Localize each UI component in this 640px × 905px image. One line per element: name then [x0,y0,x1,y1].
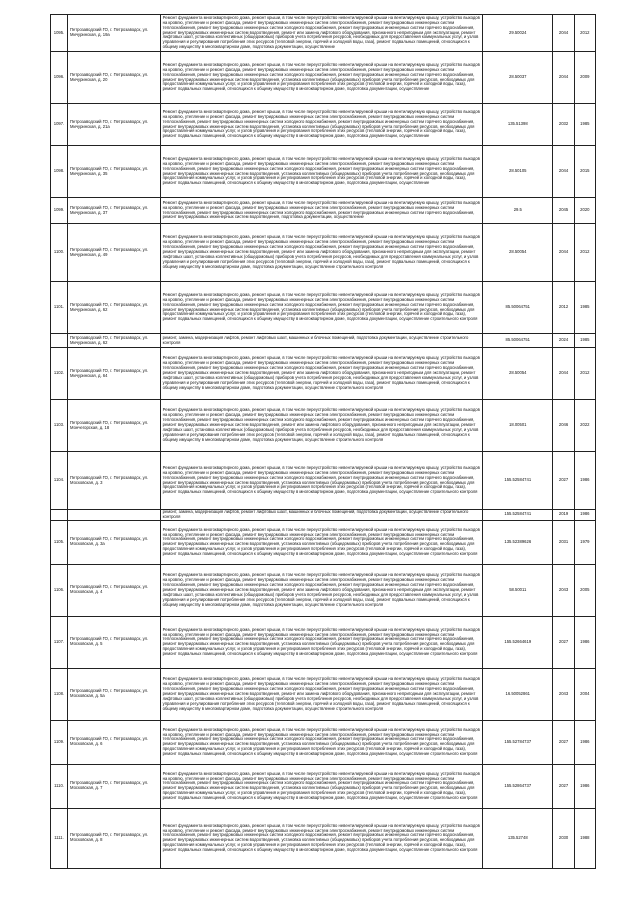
area-value: 155.52784737 [483,720,553,764]
table-row [51,146,596,198]
table-row [51,452,596,510]
area-value: 58.50011 [483,564,553,616]
table-row [51,520,596,564]
row-number: 1104. [51,452,68,510]
build-year: 2005 [574,564,595,616]
build-year: 1986 [574,764,595,808]
planned-year: 2045 [553,198,574,224]
area-value: 155.52664619 [483,616,553,668]
planned-year: 2027 [553,452,574,510]
house-address: Петрозаводский ГО, г. Петрозаводск, ул. Мичуринская, д. 21а [68,104,161,146]
capital-repair-table [50,14,596,869]
area-value: 29.50024 [483,15,553,52]
table-row [51,764,596,808]
area-value: 28.50105 [483,146,553,198]
repair-works: Ремонт фундамента многоквартирного дома, ремонт крыши, в том числе переустройство невентилируемой крыши на вентилируемую крышу, устройство выходов на кровлю, утепление и ремонт фасада, ремонт внутридомовых инженерных систем электроснабжения, ремонт внутридомовых инженерных систем теплоснабжения, ремонт внутридомовых инженерных систем холодного водоснабжения, ремонт внутридомовых инженерных систем горячего водоснабжения, ремонт внутридомовых инженерных систем водоотведения, установка коллективных (общедомовых) приборов учета потребления ресурсов, необходимых для предоставления коммунальных услуг, и узлов управления и регулирования потребления этих ресурсов (тепловой энергии, горячей и холодной воды, газа), ремонт подвальных помещений, относящихся к общему имуществу в многоквартирном доме, подготовка документации, осуществление строительного контроля [160,720,483,764]
planned-year: 2030 [553,808,574,868]
planned-year: 2031 [553,520,574,564]
repair-works: Ремонт фундамента многоквартирного дома, ремонт крыши, в том числе переустройство невентилируемой крыши на вентилируемую крышу, устройство выходов на кровлю, утепление и ремонт фасада, ремонт внутридомовых инженерных систем электроснабжения, ремонт внутридомовых инженерных систем теплоснабжения, ремонт внутридомовых инженерных систем холодного водоснабжения, ремонт внутридомовых инженерных систем горячего водоснабжения, ремонт внутридомовых инженерных систем водоотведения, установка коллективных (общедомовых) приборов учета потребления ресурсов, необходимых для предоставления коммунальных услуг, и узлов управления и регулирования потребления этих ресурсов (тепловой энергии, горячей и холодной воды, газа), ремонт подвальных помещений, относящихся к общему имуществу в многоквартирном доме, подготовка документации, осуществление [160,52,483,104]
house-address: Петрозаводский ГО, г. Петрозаводск, ул. Мичуринская, д. 37 [68,198,161,224]
planned-year: 2027 [553,616,574,668]
build-year: 1985 [574,104,595,146]
row-number: 1107. [51,616,68,668]
table-row [51,616,596,668]
repair-works: Ремонт фундамента многоквартирного дома, ремонт крыши, в том числе переустройство невентилируемой крыши на вентилируемую крышу, устройство выходов на кровлю, утепление и ремонт фасада, ремонт внутридомовых инженерных систем электроснабжения, ремонт внутридомовых инженерных систем теплоснабжения, ремонт внутридомовых инженерных систем холодного водоснабжения, ремонт внутридомовых инженерных систем горячего водоснабжения, ремонт внутридомовых инженерных систем водоотведения, установка коллективных (общедомовых) приборов учета потребления ресурсов, необходимых для предоставления коммунальных услуг, и узлов управления и регулирования потребления этих ресурсов (тепловой энергии, горячей и холодной воды, газа), ремонт подвальных помещений, относящихся к общему имуществу в многоквартирном доме, подготовка документации, осуществление [160,146,483,198]
row-number: 1097. [51,104,68,146]
house-address: Петрозаводский ГО, г. Петрозаводск, ул. Московская, д. 6 [68,720,161,764]
row-number: 1103. [51,400,68,452]
table-row [51,334,596,348]
planned-year: 2043 [553,564,574,616]
row-number: 1105. [51,520,68,564]
house-address: Петрозаводский ГО, г. Петрозаводск, ул. Мичуринская, д. 20 [68,52,161,104]
repair-works: Ремонт фундамента многоквартирного дома, ремонт крыши, в том числе переустройство невентилируемой крыши на вентилируемую крышу, устройство выходов на кровлю, утепление и ремонт фасада, ремонт внутридомовых инженерных систем электроснабжения, ремонт внутридомовых инженерных систем теплоснабжения, ремонт внутридомовых инженерных систем холодного водоснабжения, ремонт внутридомовых инженерных систем горячего водоснабжения, ремонт внутридомовых инженерных систем водоотведения, ремонт или замена лифтового оборудования, признанного непригодным для эксплуатации, ремонт лифтовых шахт, установка коллективных (общедомовых) приборов учета потребления ресурсов, необходимых для предоставления коммунальных услуг, и узлов управления и регулирования потребления этих ресурсов (тепловой энергии, горячей и холодной воды, газа), ремонт подвальных помещений, относящихся к общему имуществу в многоквартирном доме, подготовка документации, осуществление строительного контроля [160,224,483,282]
area-value: 28.50054 [483,224,553,282]
house-address: Петрозаводский ГО, г. Петрозаводск, ул. Мичуринская, д. 35 [68,146,161,198]
repair-works: Ремонт фундамента многоквартирного дома, ремонт крыши, в том числе переустройство невентилируемой крыши на вентилируемую крышу, устройство выходов на кровлю, утепление и ремонт фасада, ремонт внутридомовых инженерных систем электроснабжения, ремонт внутридомовых инженерных систем теплоснабжения, ремонт внутридомовых инженерных систем холодного водоснабжения, ремонт внутридомовых инженерных систем горячего водоснабжения, ремонт внутридомовых инженерных систем водоотведения, установка коллективных (общедомовых) приборов учета потребления ресурсов, необходимых для предоставления коммунальных услуг, и узлов управления и регулирования потребления этих ресурсов (тепловой энергии, горячей и холодной воды, газа), ремонт подвальных помещений, относящихся к общему имуществу в многоквартирном доме, подготовка документации, осуществление строительного контроля [160,282,483,334]
house-address: Петрозаводский ГО, г. Петрозаводск, ул. Московская, д. 4 [68,564,161,616]
table-row [51,282,596,334]
build-year: 2015 [574,146,595,198]
table-row [51,808,596,868]
planned-year: 2044 [553,348,574,400]
row-number: 1102. [51,348,68,400]
row-number: 1100. [51,224,68,282]
planned-year: 2027 [553,720,574,764]
build-year: 2012 [574,224,595,282]
area-value: 135.52389626 [483,520,553,564]
row-number [51,510,68,521]
build-year: 2009 [574,52,595,104]
table-row [51,564,596,616]
build-year: 1986 [574,720,595,764]
row-number [51,334,68,348]
planned-year: 2024 [553,334,574,348]
row-number: 1095. [51,15,68,52]
planned-year: 2032 [553,104,574,146]
planned-year: 2012 [553,282,574,334]
build-year: 1986 [574,616,595,668]
planned-year: 2044 [553,15,574,52]
table-row [51,52,596,104]
area-value: 18.00501 [483,400,553,452]
row-number: 1108. [51,668,68,720]
repair-works: Ремонт фундамента многоквартирного дома, ремонт крыши, в том числе переустройство невентилируемой крыши на вентилируемую крышу, устройство выходов на кровлю, утепление и ремонт фасада, ремонт внутридомовых инженерных систем электроснабжения, ремонт внутридомовых инженерных систем теплоснабжения, ремонт внутридомовых инженерных систем холодного водоснабжения, ремонт внутридомовых инженерных систем горячего водоснабжения, ремонт внутридомовых инженерных систем водоотведения, ремонт или замена лифтового оборудования, признанного непригодным для эксплуатации, ремонт лифтовых шахт, установка коллективных (общедомовых) приборов учета потребления ресурсов, необходимых для предоставления коммунальных услуг, и узлов управления и регулирования потребления этих ресурсов (тепловой энергии, горячей и холодной воды, газа), ремонт подвальных помещений, относящихся к общему имуществу в многоквартирном доме, подготовка документации, осуществление строительного контроля [160,668,483,720]
house-address: Петрозаводский ГО, г. Петрозаводск, ул. Мичуринская, д. 19а [68,15,161,52]
table-row [51,15,596,52]
table-row [51,400,596,452]
build-year: 2004 [574,668,595,720]
area-value: 155.52584741 [483,452,553,510]
house-address: Петрозаводский ГО, г. Петрозаводск, ул. Московская, д. 7 [68,764,161,808]
table-row [51,668,596,720]
house-address: Петрозаводский ГО, г. Петрозаводск, ул. Московская, д. 5 [68,616,161,668]
house-address: Петрозаводский ГО, г. Петрозаводск, ул. Мичуринская, д. 64 [68,348,161,400]
repair-works: Ремонт фундамента многоквартирного дома, ремонт крыши, в том числе переустройство невентилируемой крыши на вентилируемую крышу, устройство выходов на кровлю, утепление и ремонт фасада, ремонт внутридомовых инженерных систем электроснабжения, ремонт внутридомовых инженерных систем теплоснабжения, ремонт внутридомовых инженерных систем холодного водоснабжения, ремонт внутридомовых инженерных систем горячего водоснабжения, ремонт внутридомовых инженерных систем водоотведения, установка коллективных (общедомовых) приборов учета потребления ресурсов, необходимых для предоставления коммунальных услуг, и узлов управления и регулирования потребления этих ресурсов (тепловой энергии, горячей и холодной воды, газа), ремонт подвальных помещений, относящихся к общему имуществу в многоквартирном доме, подготовка документации, осуществление строительного контроля [160,808,483,868]
house-address: Петрозаводский ГО, г. Петрозаводск, ул. Московская, д. 8 [68,808,161,868]
area-value: 28.50037 [483,52,553,104]
build-year: 1988 [574,808,595,868]
table-body [51,15,596,869]
planned-year: 2044 [553,224,574,282]
repair-works: Ремонт фундамента многоквартирного дома, ремонт крыши, в том числе переустройство невентилируемой крыши на вентилируемую крышу, устройство выходов на кровлю, утепление и ремонт фасада, ремонт внутридомовых инженерных систем электроснабжения, ремонт внутридомовых инженерных систем теплоснабжения, ремонт внутридомовых инженерных систем холодного водоснабжения, ремонт внутридомовых инженерных систем горячего водоснабжения, ремонт внутридомовых инженерных систем водоотведения, ремонт или замена лифтового оборудования, признанного непригодным для эксплуатации, ремонт лифтовых шахт, установка коллективных (общедомовых) приборов учета потребления ресурсов, необходимых для предоставления коммунальных услуг, и узлов управления и регулирования потребления этих ресурсов (тепловой энергии, горячей и холодной воды, газа), ремонт подвальных помещений, относящихся к общему имуществу в многоквартирном доме, подготовка документации, осуществление [160,15,483,52]
repair-works: ремонт, замена, модернизация лифтов, ремонт лифтовых шахт, машинных и блочных помещений, подготовка документации, осуществление строительного контроля [160,510,483,521]
build-year: 1986 [574,452,595,510]
table-row [51,720,596,764]
repair-works: Ремонт фундамента многоквартирного дома, ремонт крыши, в том числе переустройство невентилируемой крыши на вентилируемую крышу, устройство выходов на кровлю, утепление и ремонт фасада, ремонт внутридомовых инженерных систем электроснабжения, ремонт внутридомовых инженерных систем теплоснабжения, ремонт внутридомовых инженерных систем холодного водоснабжения, ремонт внутридомовых инженерных систем горячего водоснабжения, ремонт внутридомовых инженерных систем водоотведения, установка коллективных (общедомовых) приборов учета потребления ресурсов, необходимых для предоставления коммунальных услуг, и узлов управления и регулирования потребления этих ресурсов (тепловой энергии, горячей и холодной воды, газа), ремонт подвальных помещений, относящихся к общему имуществу в многоквартирном доме, подготовка документации, осуществление строительного контроля [160,764,483,808]
repair-works: Ремонт фундамента многоквартирного дома, ремонт крыши, в том числе переустройство невентилируемой крыши на вентилируемую крышу, устройство выходов на кровлю, утепление и ремонт фасада, ремонт внутридомовых инженерных систем электроснабжения, ремонт внутридомовых инженерных систем теплоснабжения, ремонт внутридомовых инженерных систем холодного водоснабжения, ремонт внутридомовых инженерных систем горячего водоснабжения, ремонт внутридомовых инженерных систем водоотведения, установка коллективных (общедомовых) приборов учета потребления ресурсов, необходимых для предоставления коммунальных услуг, и узлов управления и регулирования потребления этих ресурсов (тепловой энергии, горячей и холодной воды, газа), ремонт подвальных помещений, относящихся к общему имуществу в многоквартирном доме, подготовка документации, осуществление строительного контроля [160,452,483,510]
planned-year: 2027 [553,764,574,808]
table-row [51,348,596,400]
planned-year: 2019 [553,510,574,521]
build-year: 2022 [574,400,595,452]
build-year: 2020 [574,198,595,224]
area-value: 28.50054 [483,348,553,400]
table-row [51,104,596,146]
area-value: 155.52864737 [483,764,553,808]
table-row [51,510,596,521]
house-address: Петрозаводский ГО, г. Петрозаводск, ул. Московская, д. 3а [68,520,161,564]
repair-works: Ремонт фундамента многоквартирного дома, ремонт крыши, в том числе переустройство невентилируемой крыши на вентилируемую крышу, устройство выходов на кровлю, утепление и ремонт фасада, ремонт внутридомовых инженерных систем электроснабжения, ремонт внутридомовых инженерных систем теплоснабжения, ремонт внутридомовых инженерных систем холодного водоснабжения, ремонт внутридомовых инженерных систем горячего водоснабжения, ремонт внутридомовых инженерных систем водоотведения, установка коллективных (общедомовых) приборов учета потребления ресурсов, необходимых для предоставления коммунальных услуг, и узлов управления и регулирования потребления этих ресурсов (тепловой энергии, горячей и холодной воды, газа), ремонт подвальных помещений, относящихся к общему имуществу в многоквартирном доме, подготовка документации, осуществление [160,104,483,146]
house-address: Петрозаводский ГО, г. Петрозаводск, ул. Мичуринская, д. 49 [68,224,161,282]
repair-works: Ремонт фундамента многоквартирного дома, ремонт крыши, в том числе переустройство невентилируемой крыши на вентилируемую крышу, устройство выходов на кровлю, утепление и ремонт фасада, ремонт внутридомовых инженерных систем электроснабжения, ремонт внутридомовых инженерных систем теплоснабжения, ремонт внутридомовых инженерных систем холодного водоснабжения, ремонт внутридомовых инженерных систем горячего водоснабжения, ремонт внутридомовых инженерных систем водоотведения, установка коллективных (общедомовых) приборов учета потребления ресурсов, необходимых для предоставления коммунальных услуг, и узлов управления и регулирования потребления этих ресурсов (тепловой энергии, горячей и холодной воды, газа), ремонт подвальных помещений, относящихся к общему имуществу в многоквартирном доме, подготовка документации, осуществление строительного контроля [160,520,483,564]
house-address: Петрозаводский ГО, г. Петрозаводск, ул. Московская, д. 3 [68,452,161,510]
build-year: 1979 [574,520,595,564]
repair-works: Ремонт фундамента многоквартирного дома, ремонт крыши, в том числе переустройство невентилируемой крыши на вентилируемую крышу, устройство выходов на кровлю, утепление и ремонт фасада, ремонт внутридомовых инженерных систем электроснабжения, ремонт внутридомовых инженерных систем теплоснабжения, ремонт внутридомовых инженерных систем холодного водоснабжения, ремонт внутридомовых инженерных систем горячего водоснабжения, ремонт внутридомовых инженерных систем водоотведения, установка коллективных (общедомовых) приборов учета потребления ресурсов, необходимых для предоставления коммунальных услуг, и узлов управления и регулирования потребления этих ресурсов (тепловой энергии, горячей и холодной воды, газа), ремонт подвальных помещений, относящихся к общему имуществу в многоквартирном доме, подготовка документации, осуществление строительного контроля [160,616,483,668]
area-value: 16.50052861 [483,668,553,720]
planned-year: 2044 [553,52,574,104]
row-number: 1099. [51,198,68,224]
planned-year: 2046 [553,400,574,452]
row-number: 1096. [51,52,68,104]
table-row [51,198,596,224]
area-value: 85.50064751 [483,282,553,334]
row-number: 1106. [51,564,68,616]
house-address [68,510,161,521]
build-year: 1985 [574,334,595,348]
row-number: 1101. [51,282,68,334]
row-number: 1098. [51,146,68,198]
planned-year: 2044 [553,146,574,198]
repair-works: Ремонт фундамента многоквартирного дома, ремонт крыши, в том числе переустройство невентилируемой крыши на вентилируемую крышу, устройство выходов на кровлю, утепление и ремонт фасада, ремонт внутридомовых инженерных систем электроснабжения, ремонт внутридомовых инженерных систем теплоснабжения, ремонт внутридомовых инженерных систем холодного водоснабжения, ремонт внутридомовых инженерных систем горячего водоснабжения, ремонт внутридомовых инженерных систем водоотведения, ремонт или замена лифтового оборудования, признанного непригодным для эксплуатации, ремонт лифтовых шахт, установка коллективных (общедомовых) приборов учета потребления ресурсов, необходимых для предоставления коммунальных услуг, и узлов управления и регулирования потребления этих ресурсов (тепловой энергии, горячей и холодной воды, газа), ремонт подвальных помещений, относящихся к общему имуществу в многоквартирном доме, подготовка документации, осуществление строительного контроля [160,564,483,616]
area-value: 135.52748 [483,808,553,868]
repair-works: Ремонт фундамента многоквартирного дома, ремонт крыши, в том числе переустройство невентилируемой крыши на вентилируемую крышу, устройство выходов на кровлю, утепление и ремонт фасада, ремонт внутридомовых инженерных систем электроснабжения, ремонт внутридомовых инженерных систем теплоснабжения, ремонт внутридомовых инженерных систем холодного водоснабжения, ремонт внутридомовых инженерных систем горячего водоснабжения, ремонт внутридомовых инженерных систем водоотведения, подготовка документации, осуществление [160,198,483,224]
build-year: 1985 [574,282,595,334]
row-number: 1110. [51,764,68,808]
area-value: 29.5 [483,198,553,224]
repair-works: Ремонт фундамента многоквартирного дома, ремонт крыши, в том числе переустройство невентилируемой крыши на вентилируемую крышу, устройство выходов на кровлю, утепление и ремонт фасада, ремонт внутридомовых инженерных систем электроснабжения, ремонт внутридомовых инженерных систем теплоснабжения, ремонт внутридомовых инженерных систем холодного водоснабжения, ремонт внутридомовых инженерных систем горячего водоснабжения, ремонт внутридомовых инженерных систем водоотведения, ремонт или замена лифтового оборудования, признанного непригодным для эксплуатации, ремонт лифтовых шахт, установка коллективных (общедомовых) приборов учета потребления ресурсов, необходимых для предоставления коммунальных услуг, и узлов управления и регулирования потребления этих ресурсов (тепловой энергии, горячей и холодной воды, газа), ремонт подвальных помещений, относящихся к общему имуществу в многоквартирном доме, подготовка документации, осуществление строительного контроля [160,348,483,400]
build-year: 2012 [574,15,595,52]
repair-works: Ремонт фундамента многоквартирного дома, ремонт крыши, в том числе переустройство невентилируемой крыши на вентилируемую крышу, устройство выходов на кровлю, утепление и ремонт фасада, ремонт внутридомовых инженерных систем электроснабжения, ремонт внутридомовых инженерных систем теплоснабжения, ремонт внутридомовых инженерных систем холодного водоснабжения, ремонт внутридомовых инженерных систем горячего водоснабжения, ремонт внутридомовых инженерных систем водоотведения, ремонт или замена лифтового оборудования, признанного непригодным для эксплуатации, ремонт лифтовых шахт, установка коллективных (общедомовых) приборов учета потребления ресурсов, необходимых для предоставления коммунальных услуг, и узлов управления и регулирования потребления этих ресурсов (тепловой энергии, горячей и холодной воды, газа), ремонт подвальных помещений, относящихся к общему имуществу в многоквартирном доме, подготовка документации, осуществление строительного контроля [160,400,483,452]
house-address: Петрозаводский ГО, г. Петрозаводск, ул. Московская, д. 5а [68,668,161,720]
build-year: 1986 [574,510,595,521]
row-number: 1109. [51,720,68,764]
build-year: 2012 [574,348,595,400]
planned-year: 2043 [553,668,574,720]
row-number: 1111. [51,808,68,868]
area-value: 135.51398 [483,104,553,146]
house-address: Петрозаводский ГО, г. Петрозаводск, ул. Мичуринская, д. 62 [68,334,161,348]
house-address: Петрозаводский ГО, г. Петрозаводск, ул. Мончегорская, д. 18 [68,400,161,452]
area-value: 155.52584741 [483,510,553,521]
house-address: Петрозаводский ГО, г. Петрозаводск, ул. Мичуринская, д. 62 [68,282,161,334]
repair-works: ремонт, замена, модернизация лифтов, ремонт лифтовых шахт, машинных и блочных помещений, подготовка документации, осуществление строительного контроля [160,334,483,348]
area-value: 85.50064751 [483,334,553,348]
table-row [51,224,596,282]
